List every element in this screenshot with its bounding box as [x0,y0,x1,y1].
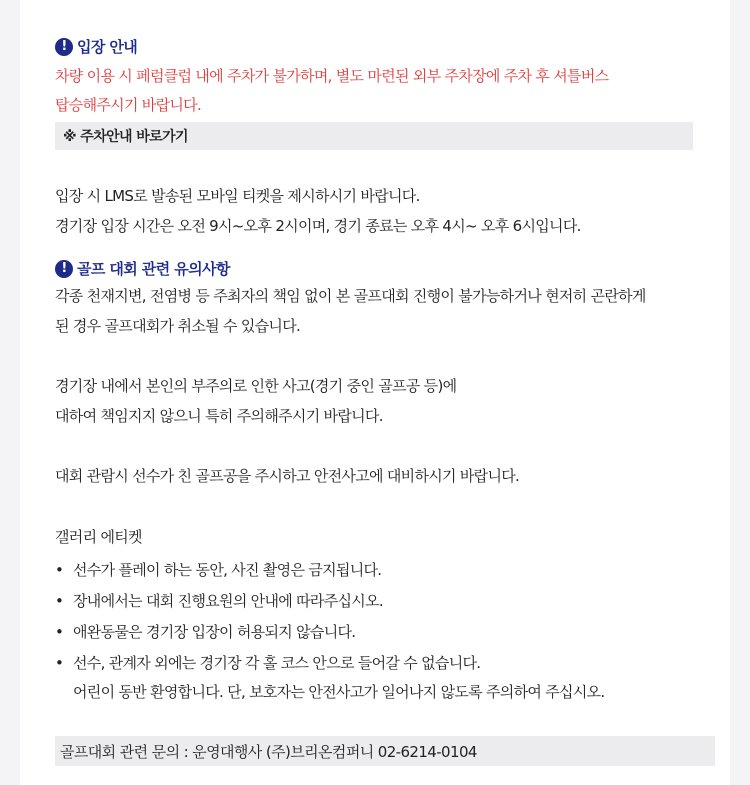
caution-heading-text: 골프 대회 관련 유의사항 [77,260,230,278]
notice-page [20,0,730,785]
etiquette-item [55,591,383,611]
entry-body-line2: 경기장 입장 시간은 오전 9시~오후 2시이며, 경기 종료는 오후 4시~ 오후 6시입니다. [55,217,581,235]
etiquette-item-text: 애완동물은 경기장 입장이 허용되지 않습니다. [73,623,356,641]
etiquette-item-text: 선수, 관계자 외에는 경기장 각 홀 코스 안으로 들어갈 수 없습니다. [73,654,481,672]
bullet-icon: • [55,561,64,579]
entry-notice-line1: 차량 이용 시 페럼클럽 내에 주차가 불가하며, 별도 마련된 외부 주차장에 주차 후 셔틀버스 [55,67,609,85]
caution-p2-line1: 경기장 내에서 본인의 부주의로 인한 사고(경기 중인 골프공 등)에 [55,377,457,395]
etiquette-item-continuation: 어린이 동반 환영합니다. 단, 보호자는 안전사고가 일어나지 않도록 주의하여 주십시오. [73,683,605,701]
etiquette-title: 갤러리 에티켓 [55,528,142,546]
bullet-icon: • [55,654,64,672]
caution-p2-line2: 대하여 책임지지 않으니 특히 주의해주시기 바랍니다. [55,407,383,425]
entry-heading [55,36,137,57]
parking-guide-link[interactable] [55,122,693,150]
etiquette-item [55,653,480,673]
etiquette-item-text: 장내에서는 대회 진행요원의 안내에 따라주십시오. [73,592,383,610]
bullet-icon: • [55,623,64,641]
etiquette-item [55,560,381,580]
contact-bar [55,736,715,766]
contact-text: 골프대회 관련 문의 : 운영대행사 (주)브리온컴퍼니 02-6214-0104 [60,742,477,761]
bullet-icon: • [55,592,64,610]
entry-heading-text: 입장 안내 [77,38,138,56]
caution-heading [55,258,230,279]
entry-body-line1: 입장 시 LMS로 발송된 모바일 티켓을 제시하시기 바랍니다. [55,187,420,205]
caution-p1-line1: 각종 천재지변, 전염병 등 주최자의 책임 없이 본 골프대회 진행이 불가능하거나 현저히 곤란하게 [55,287,646,305]
caution-p1-line2: 된 경우 골프대회가 취소될 수 있습니다. [55,317,301,335]
etiquette-item-text: 선수가 플레이 하는 동안, 사진 촬영은 금지됩니다. [73,561,382,579]
etiquette-item [55,622,355,642]
caution-p3-line1: 대회 관람시 선수가 친 골프공을 주시하고 안전사고에 대비하시기 바랍니다. [55,467,520,485]
entry-notice-line2: 탑승해주시기 바랍니다. [55,96,202,114]
parking-guide-label: ※ 주차안내 바로가기 [63,129,188,145]
exclamation-circle-icon: ! [55,260,73,278]
exclamation-circle-icon: ! [55,38,73,56]
